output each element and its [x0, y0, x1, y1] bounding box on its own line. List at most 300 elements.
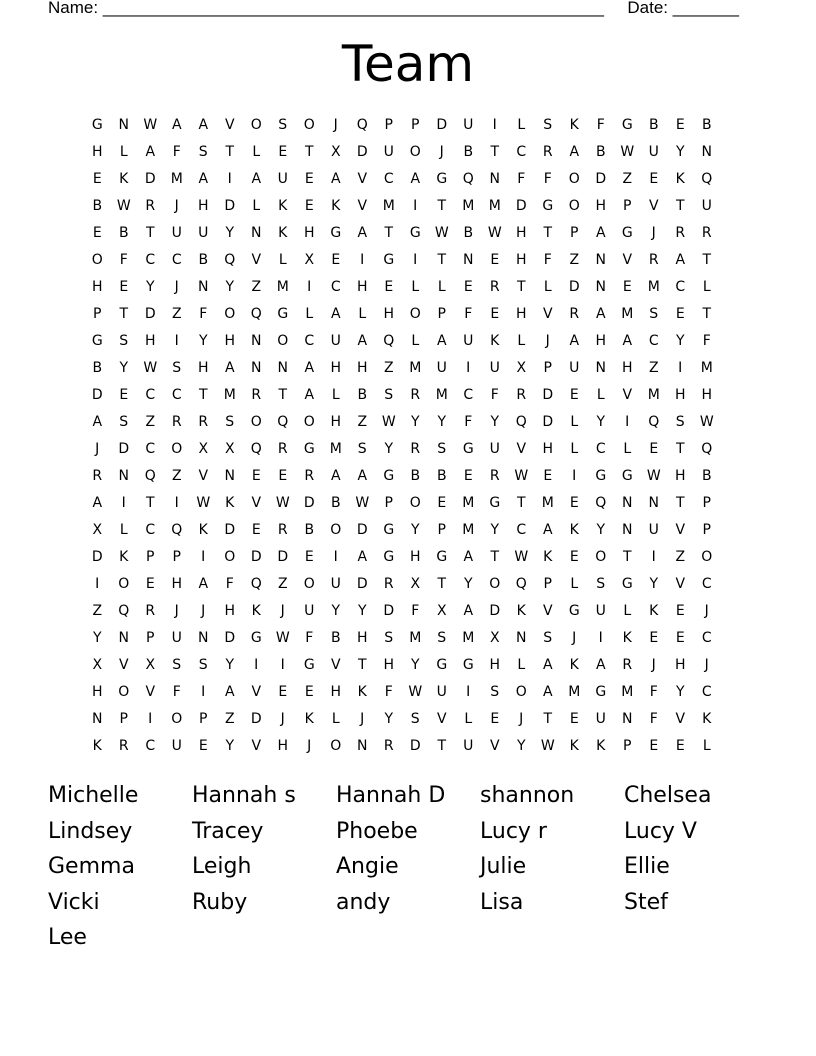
grid-letter: K [304, 710, 314, 727]
grid-letter: Z [569, 251, 580, 268]
grid-letter: D [224, 197, 236, 214]
grid-letter: E [304, 683, 314, 700]
grid-letter: Y [596, 521, 606, 538]
grid-letter: F [411, 602, 420, 619]
grid-letter: A [304, 359, 315, 376]
grid-letter: M [621, 305, 634, 322]
grid-letter: V [675, 521, 686, 538]
grid-letter: K [331, 197, 341, 214]
grid-letter: E [675, 602, 685, 619]
grid-row [84, 192, 720, 219]
grid-letter: U [304, 602, 315, 619]
grid-letter: W [116, 197, 131, 214]
grid-letter: K [569, 521, 579, 538]
grid-letter: Q [144, 467, 156, 484]
grid-letter: Y [675, 143, 685, 160]
grid-letter: X [489, 629, 500, 646]
word-list-item: Hannah D [336, 783, 446, 808]
grid-letter: M [409, 359, 422, 376]
grid-letter: V [251, 683, 262, 700]
grid-letter: S [172, 656, 182, 673]
grid-letter: C [675, 278, 686, 295]
grid-letter: C [701, 575, 712, 592]
grid-letter: V [648, 197, 659, 214]
grid-letter: B [357, 386, 368, 403]
grid-letter: B [304, 521, 315, 538]
grid-letter: Z [357, 413, 368, 430]
grid-letter: Y [384, 440, 394, 457]
grid-letter: J [280, 710, 285, 727]
grid-letter: E [490, 710, 500, 727]
grid-letter: K [516, 602, 526, 619]
grid-letter: U [171, 737, 182, 754]
grid-letter: G [462, 440, 474, 457]
grid-letter: U [648, 521, 659, 538]
grid-letter: N [224, 467, 235, 484]
grid-letter: N [118, 629, 129, 646]
grid-letter: T [622, 548, 632, 565]
grid-letter: R [118, 737, 129, 754]
grid-letter: Q [250, 575, 262, 592]
grid-letter: N [622, 494, 633, 511]
grid-letter: K [92, 737, 102, 754]
grid-letter: E [278, 143, 288, 160]
grid-letter: H [330, 359, 342, 376]
grid-letter: U [463, 737, 474, 754]
grid-letter: D [568, 278, 580, 295]
grid-letter: L [437, 278, 446, 295]
grid-letter: Y [92, 629, 102, 646]
grid-letter: G [277, 305, 289, 322]
grid-letter: C [648, 332, 659, 349]
grid-letter: P [384, 116, 393, 133]
grid-letter: D [91, 548, 103, 565]
grid-letter: Y [410, 656, 420, 673]
grid-letter: H [674, 656, 686, 673]
grid-letter: Y [384, 710, 394, 727]
grid-letter: V [542, 305, 553, 322]
grid-letter: U [383, 143, 394, 160]
grid-letter: U [648, 143, 659, 160]
grid-letter: Y [437, 413, 447, 430]
grid-letter: P [93, 305, 102, 322]
grid-letter: H [674, 386, 686, 403]
grid-letter: M [170, 170, 183, 187]
grid-letter: V [436, 710, 447, 727]
grid-letter: O [701, 548, 713, 565]
grid-letter: L [570, 440, 579, 457]
grid-letter: N [251, 359, 262, 376]
grid-letter: Q [701, 170, 713, 187]
grid-letter: N [701, 143, 712, 160]
grid-letter: R [648, 251, 659, 268]
grid-letter: P [437, 521, 446, 538]
grid-letter: B [198, 251, 209, 268]
grid-letter: Z [648, 359, 659, 376]
grid-letter: H [224, 602, 236, 619]
grid-letter: X [224, 440, 235, 457]
grid-letter: R [251, 386, 262, 403]
grid-letter: L [119, 143, 128, 160]
grid-letter: T [675, 440, 685, 457]
grid-letter: E [278, 683, 288, 700]
grid-letter: M [568, 683, 581, 700]
grid-letter: S [675, 413, 685, 430]
grid-letter: N [595, 359, 606, 376]
grid-letter: Z [92, 602, 103, 619]
grid-letter: F [464, 413, 473, 430]
grid-letter: Q [515, 413, 527, 430]
grid-letter: G [621, 575, 633, 592]
grid-letter: I [625, 413, 630, 430]
grid-row [84, 300, 720, 327]
grid-letter: E [490, 251, 500, 268]
grid-letter: M [647, 386, 660, 403]
grid-letter: T [675, 494, 685, 511]
grid-letter: U [701, 197, 712, 214]
grid-letter: V [489, 737, 500, 754]
grid-letter: U [171, 224, 182, 241]
grid-letter: L [252, 197, 261, 214]
grid-letter: X [198, 440, 209, 457]
grid-letter: J [439, 143, 444, 160]
grid-letter: R [304, 467, 315, 484]
grid-letter: F [172, 683, 181, 700]
grid-letter: K [119, 170, 129, 187]
grid-letter: Y [410, 521, 420, 538]
grid-letter: H [409, 548, 421, 565]
grid-letter: E [490, 305, 500, 322]
grid-letter: E [675, 305, 685, 322]
grid-letter: D [303, 494, 315, 511]
grid-letter: A [198, 575, 209, 592]
grid-letter: K [596, 737, 606, 754]
grid-letter: I [254, 656, 259, 673]
grid-letter: F [649, 683, 658, 700]
grid-letter: H [224, 332, 236, 349]
grid-letter: J [651, 656, 656, 673]
grid-letter: V [675, 710, 686, 727]
grid-letter: V [542, 602, 553, 619]
grid-letter: M [435, 386, 448, 403]
grid-letter: R [701, 224, 712, 241]
word-list-item: shannon [480, 783, 575, 808]
grid-letter: H [144, 332, 156, 349]
grid-letter: Y [516, 737, 526, 754]
grid-letter: N [648, 494, 659, 511]
word-list-item: Phoebe [336, 818, 418, 844]
grid-letter: G [91, 332, 103, 349]
grid-letter: I [466, 359, 471, 376]
grid-letter: I [466, 683, 471, 700]
grid-letter: K [675, 170, 685, 187]
grid-letter: R [383, 737, 394, 754]
grid-letter: G [436, 548, 448, 565]
grid-letter: E [649, 629, 659, 646]
grid-letter: J [545, 332, 550, 349]
grid-letter: E [463, 278, 473, 295]
grid-letter: F [305, 629, 314, 646]
grid-letter: C [516, 521, 527, 538]
grid-letter: S [649, 305, 659, 322]
grid-letter: I [201, 683, 206, 700]
grid-letter: W [381, 413, 396, 430]
grid-letter: K [569, 737, 579, 754]
grid-letter: C [463, 386, 474, 403]
grid-letter: D [436, 116, 448, 133]
grid-letter: Y [649, 575, 659, 592]
grid-letter: C [701, 629, 712, 646]
grid-letter: E [119, 278, 129, 295]
grid-letter: J [95, 440, 100, 457]
grid-letter: S [490, 683, 500, 700]
grid-letter: I [651, 548, 656, 565]
grid-letter: O [250, 116, 262, 133]
grid-letter: H [91, 683, 103, 700]
grid-letter: L [623, 602, 632, 619]
grid-letter: Q [277, 413, 289, 430]
grid-letter: V [357, 197, 368, 214]
word-list-item: Ellie [624, 854, 670, 879]
grid-row [84, 516, 720, 543]
grid-letter: U [463, 332, 474, 349]
grid-letter: T [145, 224, 155, 241]
grid-letter: M [329, 440, 342, 457]
grid-letter: S [119, 332, 129, 349]
grid-letter: L [570, 413, 579, 430]
grid-letter: A [224, 359, 235, 376]
grid-letter: T [304, 143, 314, 160]
page-title: Team [341, 35, 475, 93]
grid-letter: S [225, 413, 235, 430]
grid-letter: Q [701, 440, 713, 457]
grid-letter: V [675, 575, 686, 592]
grid-row [84, 219, 720, 246]
grid-letter: Y [490, 413, 500, 430]
grid-letter: T [437, 251, 447, 268]
grid-letter: I [413, 251, 418, 268]
grid-letter: R [516, 386, 527, 403]
grid-letter: G [409, 224, 421, 241]
grid-letter: E [304, 548, 314, 565]
grid-letter: E [437, 494, 447, 511]
grid-letter: T [543, 224, 553, 241]
grid-letter: T [516, 278, 526, 295]
grid-letter: L [119, 521, 128, 538]
grid-letter: R [489, 278, 500, 295]
grid-letter: G [383, 548, 395, 565]
grid-row [84, 624, 720, 651]
grid-letter: D [144, 305, 156, 322]
grid-letter: R [675, 224, 686, 241]
grid-letter: L [702, 737, 711, 754]
grid-letter: G [91, 116, 103, 133]
grid-letter: H [330, 683, 342, 700]
grid-letter: I [95, 575, 100, 592]
grid-letter: F [543, 251, 552, 268]
word-list-item: Michelle [48, 783, 139, 808]
grid-letter: F [702, 332, 711, 349]
grid-letter: K [251, 602, 261, 619]
grid-letter: U [277, 170, 288, 187]
grid-letter: D [91, 386, 103, 403]
grid-letter: I [121, 494, 126, 511]
grid-letter: N [622, 521, 633, 538]
grid-letter: A [542, 683, 553, 700]
grid-letter: V [145, 683, 156, 700]
grid-letter: E [198, 737, 208, 754]
grid-letter: H [674, 467, 686, 484]
grid-letter: Z [675, 548, 686, 565]
grid-row [84, 327, 720, 354]
grid-letter: C [145, 521, 156, 538]
grid-letter: Q [250, 305, 262, 322]
grid-letter: N [516, 629, 527, 646]
grid-letter: W [514, 548, 529, 565]
grid-letter: M [223, 386, 236, 403]
grid-letter: Y [225, 224, 235, 241]
grid-letter: O [250, 413, 262, 430]
grid-letter: G [621, 116, 633, 133]
grid-letter: Q [224, 251, 236, 268]
grid-letter: P [543, 359, 552, 376]
grid-letter: S [543, 116, 553, 133]
grid-letter: O [224, 305, 236, 322]
grid-letter: H [91, 278, 103, 295]
grid-letter: O [409, 305, 421, 322]
grid-letter: W [143, 359, 158, 376]
grid-letter: P [411, 116, 420, 133]
grid-letter: V [330, 656, 341, 673]
grid-letter: X [330, 143, 341, 160]
grid-letter: W [434, 224, 449, 241]
grid-letter: P [702, 521, 711, 538]
grid-letter: N [622, 710, 633, 727]
grid-letter: Z [224, 710, 235, 727]
grid-letter: G [330, 224, 342, 241]
grid-letter: A [436, 332, 447, 349]
grid-letter: D [224, 629, 236, 646]
grid-letter: T [357, 656, 367, 673]
grid-letter: N [198, 278, 209, 295]
grid-letter: S [278, 116, 288, 133]
grid-letter: O [515, 683, 527, 700]
grid-letter: O [489, 575, 501, 592]
grid-letter: V [622, 386, 633, 403]
grid-letter: O [118, 575, 130, 592]
grid-letter: H [489, 656, 501, 673]
grid-letter: Q [462, 170, 474, 187]
grid-letter: D [356, 521, 368, 538]
grid-letter: O [303, 116, 315, 133]
grid-letter: M [462, 197, 475, 214]
grid-letter: Q [118, 602, 130, 619]
grid-letter: A [542, 521, 553, 538]
grid-letter: C [701, 683, 712, 700]
grid-letter: K [198, 521, 208, 538]
grid-letter: W [514, 467, 529, 484]
grid-letter: N [595, 251, 606, 268]
grid-letter: A [569, 143, 580, 160]
grid-letter: E [675, 629, 685, 646]
grid-row [84, 246, 720, 273]
grid-letter: E [622, 278, 632, 295]
grid-letter: J [333, 116, 338, 133]
grid-letter: J [280, 602, 285, 619]
grid-letter: G [595, 467, 607, 484]
grid-letter: L [702, 278, 711, 295]
grid-letter: C [171, 251, 182, 268]
grid-letter: A [357, 548, 368, 565]
grid-letter: T [702, 305, 712, 322]
word-list [48, 778, 768, 956]
grid-letter: O [91, 251, 103, 268]
grid-letter: L [411, 278, 420, 295]
grid-letter: N [463, 251, 474, 268]
grid-letter: N [357, 737, 368, 754]
grid-letter: K [278, 197, 288, 214]
grid-letter: B [595, 143, 606, 160]
grid-letter: P [623, 197, 632, 214]
grid-letter: D [383, 602, 395, 619]
grid-letter: Y [225, 656, 235, 673]
grid-letter: I [333, 548, 338, 565]
grid-letter: E [569, 710, 579, 727]
grid-letter: T [278, 386, 288, 403]
grid-letter: I [280, 656, 285, 673]
grid-letter: Y [675, 332, 685, 349]
grid-letter: W [408, 683, 423, 700]
grid-letter: I [307, 278, 312, 295]
grid-letter: E [251, 521, 261, 538]
grid-row [84, 705, 720, 732]
grid-letter: H [515, 224, 527, 241]
grid-letter: R [489, 467, 500, 484]
date-label: Date: [627, 0, 669, 17]
grid-letter: J [174, 602, 179, 619]
grid-letter: S [596, 575, 606, 592]
grid-letter: K [569, 656, 579, 673]
grid-letter: O [568, 170, 580, 187]
grid-letter: P [384, 494, 393, 511]
word-list-item: Lindsey [48, 818, 133, 844]
grid-letter: F [596, 116, 605, 133]
grid-row [84, 543, 720, 570]
grid-letter: V [357, 170, 368, 187]
grid-row [84, 354, 720, 381]
grid-letter: G [568, 602, 580, 619]
grid-letter: S [437, 629, 447, 646]
word-list-item: Angie [336, 854, 399, 879]
grid-letter: T [437, 197, 447, 214]
grid-letter: J [201, 602, 206, 619]
grid-letter: Y [145, 278, 155, 295]
grid-letter: A [330, 170, 341, 187]
word-list-item: Stef [624, 889, 668, 915]
grid-letter: W [196, 494, 211, 511]
grid-letter: K [622, 629, 632, 646]
grid-letter: R [277, 440, 288, 457]
word-list-item: Tracey [192, 818, 264, 844]
grid-letter: U [436, 683, 447, 700]
grid-letter: I [174, 332, 179, 349]
grid-letter: C [145, 251, 156, 268]
date-blank: _______ [672, 0, 739, 17]
grid-letter: E [119, 386, 129, 403]
grid-letter: S [437, 440, 447, 457]
grid-letter: D [489, 602, 501, 619]
grid-letter: U [330, 332, 341, 349]
